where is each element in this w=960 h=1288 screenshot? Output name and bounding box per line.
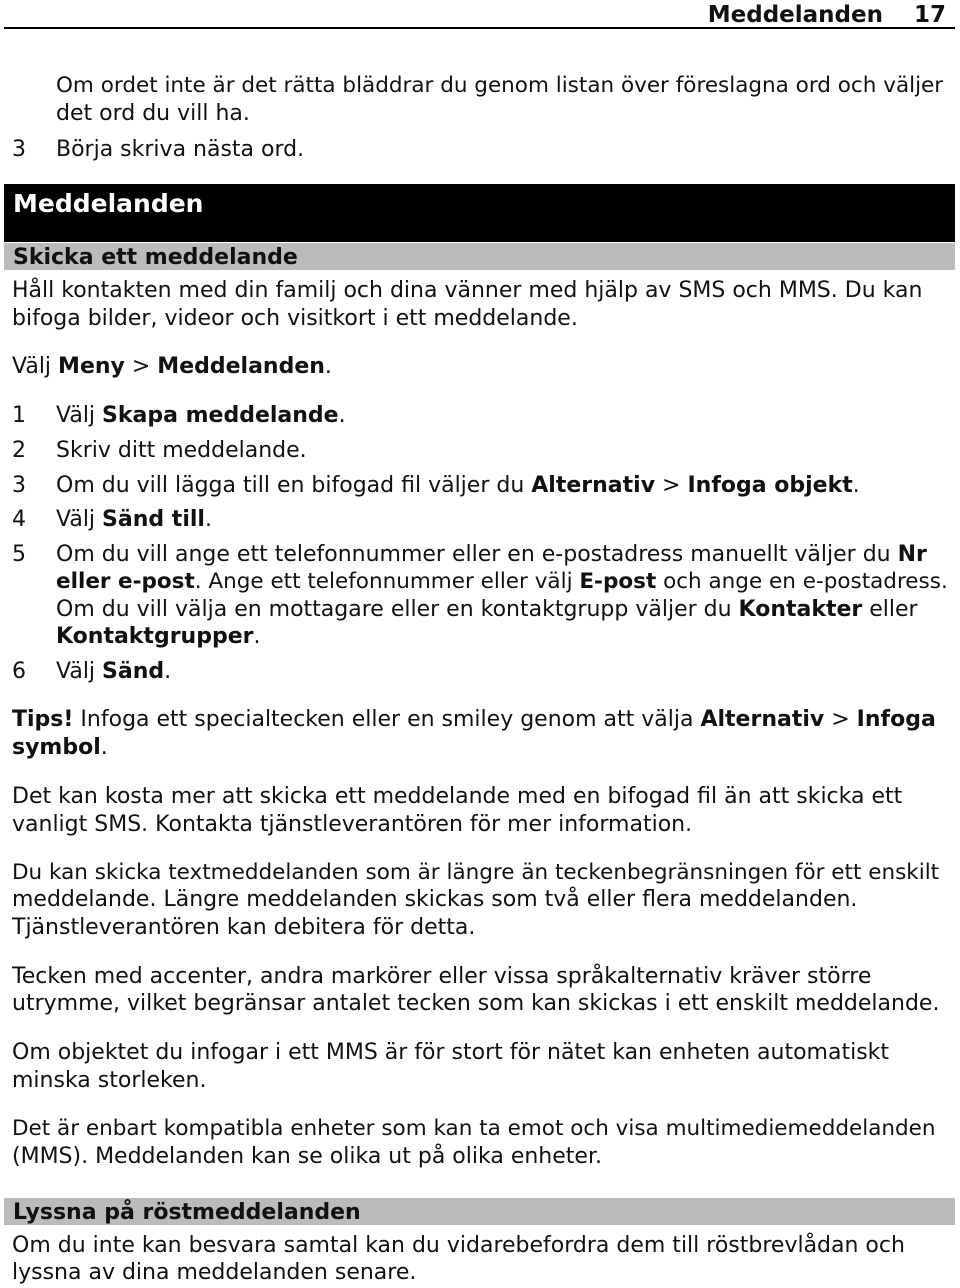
step-5-l1-pre: Om du vill ange ett telefonnummer eller en e-postadress manuellt väljer du (56, 542, 898, 567)
tip-text: Infoga ett specialtecken eller en smiley genom att välja (73, 707, 701, 732)
send-intro-line-1: Håll kontakten med din familj och dina vänner med hjälp av SMS och MMS. Du kan (12, 278, 923, 303)
tip-menu-alternativ: Alternativ (700, 707, 825, 732)
chars-para-line-1: Tecken med accenter, andra markörer eller vissa språkalternativ kräver större (12, 964, 872, 989)
object-para-line-2: minska storleken. (12, 1068, 207, 1093)
menu-item-kontaktgrupper: Kontaktgrupper (56, 624, 254, 649)
select-separator: > (124, 354, 158, 379)
intro-line-1: Om ordet inte är det rätta bläddrar du genom listan över föreslagna ord och väljer (56, 73, 944, 98)
select-prefix: Välj (12, 354, 59, 379)
chapter-title: Meddelanden (13, 189, 204, 218)
menu-item-alternativ: Alternativ (531, 473, 656, 498)
running-header-title: Meddelanden (707, 2, 883, 28)
menu-item-nr: Nr (897, 542, 927, 567)
step-3-number: 3 (12, 473, 26, 498)
long-para-line-3: Tjänstleverantören kan debitera för detta. (12, 915, 476, 940)
step-6-post: . (164, 659, 172, 684)
menu-item-eller-e-post: eller e-post (56, 569, 195, 594)
select-menu-instruction (12, 353, 332, 381)
page-number: 17 (913, 2, 946, 28)
send-intro-line-2: bifoga bilder, videor och visitkort i ett meddelande. (12, 306, 578, 331)
menu-item-infoga-objekt: Infoga objekt (687, 473, 853, 498)
long-para-line-1: Du kan skicka textmeddelanden som är längre än teckenbegränsningen för ett enskilt (12, 860, 940, 885)
step-5-l3-post: eller (862, 597, 918, 622)
tip-line-1 (12, 706, 936, 734)
menu-item-skapa-meddelande: Skapa meddelande (102, 403, 339, 428)
tip-line-2 (12, 734, 108, 762)
step-3-separator: > (655, 473, 688, 498)
cost-para-line-2: vanligt SMS. Kontakta tjänstleverantören för mer information. (12, 812, 693, 837)
menu-item-e-post: E-post (579, 569, 657, 594)
step-1-pre: Välj (56, 403, 103, 428)
section-heading-bar-send (4, 243, 955, 270)
step-1-number: 1 (12, 403, 26, 428)
step-5-l3-pre: Om du vill välja en mottagare eller en kontaktgrupp väljer du (56, 597, 739, 622)
intro-line-2: det ord du vill ha. (56, 101, 250, 126)
step-1-text (56, 402, 346, 430)
intro-step-number: 3 (12, 137, 26, 162)
step-2-number: 2 (12, 438, 26, 463)
menu-item-kontakter: Kontakter (738, 597, 863, 622)
section-title-send: Skicka ett meddelande (13, 245, 298, 270)
step-2-text: Skriv ditt meddelande. (56, 438, 307, 463)
step-5-line-1 (56, 541, 927, 569)
step-4-number: 4 (12, 507, 26, 532)
step-4-post: . (204, 507, 212, 532)
tip-menu-symbol: symbol (12, 735, 101, 760)
section-heading-bar-voice (4, 1198, 955, 1225)
step-3-post: . (852, 473, 860, 498)
section-title-voice: Lyssna på röstmeddelanden (13, 1200, 361, 1225)
step-5-line-4 (56, 623, 260, 651)
menu-item-meddelanden: Meddelanden (157, 354, 325, 379)
voice-line-1: Om du inte kan besvara samtal kan du vidarebefordra dem till röstbrevlådan och (12, 1233, 905, 1258)
step-6-pre: Välj (56, 659, 103, 684)
menu-item-sand: Sänd (102, 659, 165, 684)
menu-item-sand-till: Sänd till (102, 507, 205, 532)
cost-para-line-1: Det kan kosta mer att skicka ett meddelande med en bifogad fil än att skicka ett (12, 784, 903, 809)
compat-para-line-2: (MMS). Meddelanden kan se olika ut på olika enheter. (12, 1144, 602, 1169)
voice-line-2: lyssna av dina meddelanden senare. (12, 1260, 417, 1285)
tip-separator: > (824, 707, 857, 732)
step-5-l2-mid: . Ange ett telefonnummer eller välj (194, 569, 580, 594)
tip-post: . (100, 735, 108, 760)
step-4-pre: Välj (56, 507, 103, 532)
compat-para-line-1: Det är enbart kompatibla enheter som kan ta emot och visa multimediemeddelanden (12, 1116, 936, 1141)
tip-label: Tips! (12, 707, 74, 732)
intro-step-text: Börja skriva nästa ord. (56, 137, 305, 162)
step-3-pre: Om du vill lägga till en bifogad fil väljer du (56, 473, 532, 498)
long-para-line-2: meddelande. Längre meddelanden skickas som två eller flera meddelanden. (12, 887, 858, 912)
step-4-text (56, 506, 212, 534)
menu-item-meny: Meny (58, 354, 125, 379)
chapter-heading-bar (4, 184, 955, 242)
tip-menu-infoga: Infoga (856, 707, 936, 732)
step-3-text (56, 472, 860, 500)
running-header (4, 0, 955, 29)
step-5-line-3 (56, 596, 918, 624)
step-5-l2-post: och ange en e-postadress. (656, 569, 948, 594)
step-5-l4-post: . (253, 624, 261, 649)
object-para-line-1: Om objektet du infogar i ett MMS är för stort för nätet kan enheten automatiskt (12, 1040, 890, 1065)
step-5-line-2 (56, 568, 948, 596)
step-6-text (56, 658, 171, 686)
step-6-number: 6 (12, 659, 26, 684)
step-5-number: 5 (12, 542, 26, 567)
chars-para-line-2: utrymme, vilket begränsar antalet tecken som kan skickas i ett enskilt meddelande. (12, 991, 940, 1016)
select-end: . (324, 354, 332, 379)
step-1-post: . (338, 403, 346, 428)
